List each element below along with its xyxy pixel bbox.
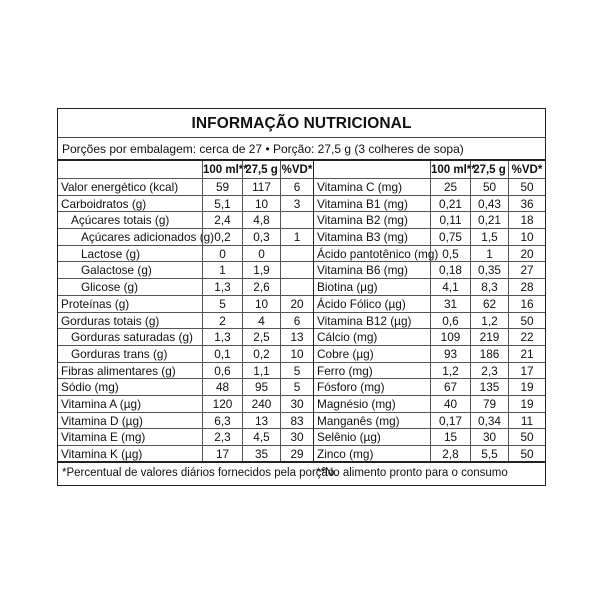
- value-100ml: 109: [430, 329, 470, 345]
- value-100ml: 59: [202, 179, 242, 195]
- value-vd: 21: [508, 346, 545, 362]
- value-vd: 30: [280, 396, 313, 412]
- portions-info: Porções por embalagem: cerca de 27 • Porção: 27,5 g (3 colheres de sopa): [62, 142, 464, 156]
- value-portion: 0,35: [470, 262, 508, 278]
- value-vd: 50: [508, 313, 545, 329]
- value-vd: 17: [508, 363, 545, 379]
- table-row: [58, 179, 313, 196]
- value-100ml: 0,11: [430, 212, 470, 228]
- value-100ml: 2,3: [202, 429, 242, 445]
- table-row: [314, 212, 545, 229]
- table-row: [58, 296, 313, 313]
- table-row: [58, 196, 313, 213]
- value-vd: 19: [508, 396, 545, 412]
- nutrient-name: Sódio (mg): [61, 380, 119, 395]
- nutrient-name: Vitamina K (µg): [61, 447, 143, 461]
- footnote-vd: *Percentual de valores diários fornecidos pela porção.: [62, 467, 338, 479]
- table-row: [58, 329, 313, 346]
- value-portion: 35: [242, 446, 280, 461]
- value-100ml: 0,2: [202, 229, 242, 245]
- value-100ml: 15: [430, 429, 470, 445]
- value-portion: 1,2: [470, 313, 508, 329]
- nutrient-name: Vitamina C (mg): [317, 180, 403, 194]
- value-portion: 0,21: [470, 212, 508, 228]
- nutrient-name: Glicose (g): [81, 280, 139, 295]
- nutrient-name: Selênio (µg): [317, 430, 381, 445]
- value-vd: [280, 279, 313, 295]
- value-vd: 6: [280, 179, 313, 195]
- value-vd: 30: [280, 429, 313, 445]
- table-row: [314, 346, 545, 363]
- value-portion: 135: [470, 379, 508, 395]
- header-blank: [314, 161, 430, 178]
- nutrient-name: Vitamina D (µg): [61, 413, 143, 428]
- footnote-ready: **No alimento pronto para o consumo: [316, 467, 508, 479]
- table-row: [58, 212, 313, 229]
- value-vd: 19: [508, 379, 545, 395]
- nutrient-name: Vitamina B12 (µg): [317, 313, 412, 328]
- value-vd: 11: [508, 413, 545, 429]
- value-100ml: 0,6: [202, 363, 242, 379]
- nutrient-name: Gorduras totais (g): [61, 313, 160, 328]
- nutrient-name: Vitamina B3 (mg): [317, 230, 408, 245]
- value-portion: 1: [470, 246, 508, 262]
- nutrient-name: Ácido pantotênico (mg): [317, 246, 439, 261]
- value-portion: 1,1: [242, 363, 280, 379]
- value-portion: 79: [470, 396, 508, 412]
- value-portion: 1,5: [470, 229, 508, 245]
- nutrient-name: Cobre (µg): [317, 346, 374, 361]
- nutrient-name: Ferro (mg): [317, 363, 373, 378]
- nutrient-name: Gorduras trans (g): [71, 346, 168, 361]
- value-vd: 10: [508, 229, 545, 245]
- nutrient-name: Lactose (g): [81, 246, 141, 261]
- value-vd: 10: [280, 346, 313, 362]
- value-vd: 1: [280, 229, 313, 245]
- value-vd: 18: [508, 212, 545, 228]
- table-row: [58, 413, 313, 430]
- value-100ml: 93: [430, 346, 470, 362]
- table-row: [58, 396, 313, 413]
- value-portion: 10: [242, 296, 280, 312]
- value-100ml: 67: [430, 379, 470, 395]
- table-row: [58, 363, 313, 380]
- value-100ml: 0,6: [430, 313, 470, 329]
- table-row: [58, 346, 313, 363]
- table-row: [58, 229, 313, 246]
- value-portion: 2,3: [470, 363, 508, 379]
- value-vd: 50: [508, 429, 545, 445]
- nutrient-name: Cálcio (mg): [317, 330, 378, 345]
- nutrient-name: Gorduras saturadas (g): [71, 330, 193, 345]
- value-100ml: 25: [430, 179, 470, 195]
- nutrient-name: Vitamina B6 (mg): [317, 263, 408, 278]
- value-portion: 240: [242, 396, 280, 412]
- header-portion: 27,5 g: [242, 161, 280, 178]
- value-vd: 83: [280, 413, 313, 429]
- value-vd: 50: [508, 179, 545, 195]
- nutrient-name: Fibras alimentares (g): [61, 363, 176, 378]
- table-row: [314, 379, 545, 396]
- header-100ml: 100 ml**: [430, 161, 470, 178]
- nutrient-name: Magnésio (mg): [317, 396, 396, 411]
- value-100ml: 0: [202, 246, 242, 262]
- value-portion: 13: [242, 413, 280, 429]
- nutrient-name: Galactose (g): [81, 263, 152, 278]
- table-row: [58, 429, 313, 446]
- value-portion: 5,5: [470, 446, 508, 461]
- nutrient-name: Zinco (mg): [317, 447, 374, 461]
- value-vd: [280, 246, 313, 262]
- value-100ml: 5,1: [202, 196, 242, 212]
- value-portion: 0,3: [242, 229, 280, 245]
- value-vd: 20: [508, 246, 545, 262]
- value-vd: 22: [508, 329, 545, 345]
- value-portion: 4,5: [242, 429, 280, 445]
- table-row: [314, 179, 545, 196]
- value-portion: 30: [470, 429, 508, 445]
- value-vd: 3: [280, 196, 313, 212]
- value-100ml: 1,3: [202, 329, 242, 345]
- value-portion: 50: [470, 179, 508, 195]
- nutrient-name: Vitamina E (mg): [61, 430, 146, 445]
- table-row: [314, 429, 545, 446]
- table-body-right: [314, 179, 545, 463]
- table-row: [58, 313, 313, 330]
- value-100ml: 0,1: [202, 346, 242, 362]
- value-portion: 4: [242, 313, 280, 329]
- table-row: [314, 396, 545, 413]
- table-row: [314, 296, 545, 313]
- header-vd: %VD*: [280, 161, 313, 178]
- nutrient-table-right: [313, 161, 545, 463]
- value-portion: 8,3: [470, 279, 508, 295]
- table-row: [314, 246, 545, 263]
- table-row: [58, 246, 313, 263]
- value-100ml: 17: [202, 446, 242, 461]
- value-100ml: 1,2: [430, 363, 470, 379]
- value-100ml: 5: [202, 296, 242, 312]
- value-vd: 50: [508, 446, 545, 461]
- value-portion: 117: [242, 179, 280, 195]
- value-portion: 0,2: [242, 346, 280, 362]
- table-row: [58, 379, 313, 396]
- value-100ml: 0,18: [430, 262, 470, 278]
- nutrient-name: Ácido Fólico (µg): [317, 296, 406, 311]
- table-row: [314, 262, 545, 279]
- table-row: [314, 313, 545, 330]
- value-portion: 1,9: [242, 262, 280, 278]
- value-portion: 0,34: [470, 413, 508, 429]
- value-100ml: 6,3: [202, 413, 242, 429]
- value-portion: 186: [470, 346, 508, 362]
- nutrient-table-left: [58, 161, 313, 463]
- value-portion: 0: [242, 246, 280, 262]
- value-portion: 0,43: [470, 196, 508, 212]
- value-100ml: 0,5: [430, 246, 470, 262]
- value-vd: 5: [280, 363, 313, 379]
- nutrient-name: Vitamina A (µg): [61, 396, 142, 411]
- value-vd: [280, 262, 313, 278]
- table-row: [314, 446, 545, 463]
- value-100ml: 4,1: [430, 279, 470, 295]
- header-portion: 27,5 g: [470, 161, 508, 178]
- table-row: [314, 196, 545, 213]
- value-vd: 36: [508, 196, 545, 212]
- value-100ml: 2: [202, 313, 242, 329]
- value-portion: 219: [470, 329, 508, 345]
- value-portion: 4,8: [242, 212, 280, 228]
- table-row: [314, 363, 545, 380]
- nutrient-name: Valor energético (kcal): [61, 180, 179, 194]
- header-blank: [58, 161, 202, 178]
- value-100ml: 120: [202, 396, 242, 412]
- value-100ml: 0,21: [430, 196, 470, 212]
- table-body-left: [58, 179, 313, 463]
- value-portion: 10: [242, 196, 280, 212]
- value-vd: 28: [508, 279, 545, 295]
- nutrient-name: Carboidratos (g): [61, 196, 147, 211]
- value-portion: 2,5: [242, 329, 280, 345]
- value-100ml: 48: [202, 379, 242, 395]
- value-vd: 6: [280, 313, 313, 329]
- table-row: [314, 329, 545, 346]
- value-100ml: 2,4: [202, 212, 242, 228]
- value-100ml: 1,3: [202, 279, 242, 295]
- nutrient-name: Vitamina B2 (mg): [317, 213, 408, 228]
- nutrient-name: Vitamina B1 (mg): [317, 196, 408, 211]
- value-vd: 27: [508, 262, 545, 278]
- value-100ml: 2,8: [430, 446, 470, 461]
- nutrition-facts-panel: [57, 108, 546, 486]
- table-row: [58, 279, 313, 296]
- table-row: [314, 413, 545, 430]
- value-100ml: 31: [430, 296, 470, 312]
- table-header-row: [314, 161, 545, 179]
- value-portion: 95: [242, 379, 280, 395]
- value-vd: 20: [280, 296, 313, 312]
- table-row: [58, 446, 313, 463]
- nutrient-name: Açúcares totais (g): [71, 213, 170, 228]
- value-100ml: 0,17: [430, 413, 470, 429]
- nutrient-name: Proteínas (g): [61, 296, 130, 311]
- table-row: [58, 262, 313, 279]
- table-row: [314, 229, 545, 246]
- value-vd: 13: [280, 329, 313, 345]
- value-vd: [280, 212, 313, 228]
- value-100ml: 1: [202, 262, 242, 278]
- value-vd: 5: [280, 379, 313, 395]
- nutrient-name: Fósforo (mg): [317, 380, 385, 395]
- value-100ml: 0,75: [430, 229, 470, 245]
- header-vd: %VD*: [508, 161, 545, 178]
- table-header-row: [58, 161, 313, 179]
- nutrient-name: Biotina (µg): [317, 280, 378, 295]
- page-title: INFORMAÇÃO NUTRICIONAL: [191, 115, 412, 132]
- value-vd: 16: [508, 296, 545, 312]
- value-portion: 62: [470, 296, 508, 312]
- value-portion: 2,6: [242, 279, 280, 295]
- table-row: [314, 279, 545, 296]
- nutrient-name: Açúcares adicionados (g): [81, 230, 215, 245]
- nutrient-name: Manganês (mg): [317, 413, 400, 428]
- value-100ml: 40: [430, 396, 470, 412]
- title-divider: [58, 137, 545, 138]
- value-vd: 29: [280, 446, 313, 461]
- header-100ml: 100 ml**: [202, 161, 242, 178]
